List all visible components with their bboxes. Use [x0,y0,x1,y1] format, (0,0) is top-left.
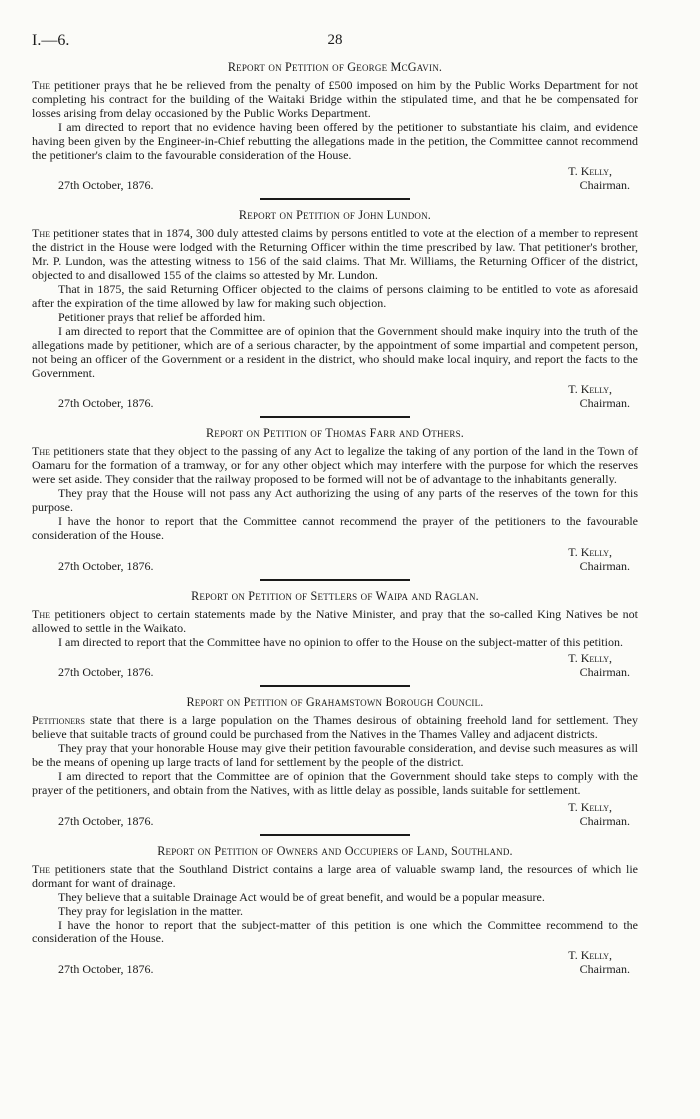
paragraph-text: They pray for legislation in the matter. [58,903,243,918]
report-paragraph [32,919,638,947]
report-paragraph [32,311,638,325]
report-paragraph [32,325,638,381]
paragraph-lead-word: The [32,444,50,459]
chairman-title: Chairman. [579,558,630,573]
report-date: 27th October, 1876. [58,962,154,977]
report-date: 27th October, 1876. [58,396,154,411]
petitioner-name: Grahamstown Borough Council. [305,695,484,710]
paragraph-text: They believe that a suitable Drainage Act would be of great benefit, and would be a popular measure. [58,889,545,904]
report-paragraph [32,636,638,650]
report-title [32,695,638,710]
paragraph-text: They pray that the House will not pass any Act authorizing the using of any parts of the reserves of the town for this purpose. [32,486,638,515]
report-date: 27th October, 1876. [58,178,154,193]
petitioner-name: Thomas Farr and Others. [325,426,465,441]
chairman-name: T. Kelly, [568,382,612,397]
paragraph-lead-word: The [32,606,50,621]
petitioner-name: Owners and Occupiers of Land, Southland. [276,843,513,858]
report-paragraph [32,445,638,487]
chairman-name: T. Kelly, [568,651,612,666]
section-divider [260,198,410,200]
paragraph-lead-word: The [32,226,50,241]
petition-report [32,695,638,835]
petition-report [32,60,638,200]
signature-block [32,382,638,410]
report-title-prefix: Report on Petition of [157,843,274,858]
chairman-name: T. Kelly, [568,544,612,559]
section-divider [260,834,410,836]
report-title [32,60,638,75]
signature-block [32,651,638,679]
signature-block [32,800,638,828]
paragraph-text: petitioner prays that he be relieved from the penalty of £500 imposed on him by the Public Works Department for not completing his contract for the building of the Waitaki Bridge within the stipulated time, and that he be compensated for losses arising from delay occasioned by the Public Works Department. [32,78,638,120]
reports-container [32,60,638,976]
report-paragraph [32,863,638,891]
paragraph-text: I am directed to report that the Committee are of opinion that the Government should take steps to comply with the prayer of the petitioners, and obtain from the Natives, with as little delay as possible, lands suitable for settlement. [32,769,638,797]
report-paragraph [32,608,638,636]
report-paragraph [32,487,638,515]
chairman-title: Chairman. [579,396,630,411]
report-title [32,844,638,859]
report-paragraph [32,714,638,742]
paragraph-text: I am directed to report that no evidence having been offered by the petitioner to substantiate his claim, and evidence having been given by the Engineer-in-Chief rebutting the allegations made in the petition, the Committee cannot recommend the petitioner's claim to the favourable consideration of the House. [32,119,638,162]
paragraph-lead-word: The [32,78,50,92]
report-title-prefix: Report on Petition of [205,426,323,441]
chairman-title: Chairman. [579,962,630,977]
chairman-name: T. Kelly, [568,799,612,814]
paragraph-text: I am directed to report that the Committee have no opinion to offer to the House on the subject-matter of this petition. [58,634,623,649]
report-title-prefix: Report on Petition of [186,695,303,710]
report-title [32,589,638,604]
section-divider [260,685,410,687]
paragraph-text: petitioners object to certain statements made by the Native Minister, and pray that the so-called King Natives be not allowed to settle in the Waikato. [32,606,638,635]
petition-report [32,208,638,418]
report-date: 27th October, 1876. [58,665,154,680]
report-paragraph [32,283,638,311]
paragraph-lead-word: The [32,861,50,876]
signature-block [32,164,638,192]
signature-block [32,948,638,976]
paragraph-text: petitioner states that in 1874, 300 duly attested claims by persons entitled to vote at the election of a member to represent the district in the House were lodged with the Returning Officer within the time prescribed by law. That petitioner's brother, Mr. P. Lundon, was the attesting witness to 156 of the said claims. That Mr. Williams, the Returning Officer of the district, objected to and disallowed 155 of the claims so attested by Mr. Lundon. [32,226,638,283]
report-title [32,208,638,223]
report-date: 27th October, 1876. [58,558,154,573]
report-paragraph [32,515,638,543]
report-paragraph [32,742,638,770]
paragraph-text: petitioners state that the Southland District contains a large area of valuable swamp land, the resources of which lie dormant for want of drainage. [32,861,638,890]
report-paragraph [32,121,638,163]
report-title-prefix: Report on Petition of [191,588,308,603]
chairman-title: Chairman. [579,178,630,193]
paragraph-text: I have the honor to report that the Committee cannot recommend the prayer of the petitioners to the favourable consideration of the House. [32,513,638,542]
report-paragraph [32,227,638,283]
chairman-name: T. Kelly, [568,164,612,179]
report-paragraph [32,79,638,121]
report-title-prefix: Report on Petition of [227,60,345,74]
paragraph-text: I am directed to report that the Committee are of opinion that the Government should make inquiry into the truth of the allegations made by petitioner, which are of a serious character, by the appointment of some impartial and competent person, not being an officer of the Government or a resident in the district, who should make local inquiry, and report the facts to the Government. [32,323,638,380]
chairman-name: T. Kelly, [568,948,612,963]
report-paragraph [32,770,638,798]
petitioner-name: John Lundon. [358,208,432,223]
paragraph-text: I have the honor to report that the subject-matter of this petition is one which the Committee recommend to the consideration of the House. [32,917,638,946]
paragraph-text: state that there is a large population on the Thames desirous of obtaining freehold land for settlement. They believe that suitable tracts of ground could be purchased from the Natives in the Thames Valley and adjacent districts. [32,713,638,742]
section-divider [260,579,410,581]
report-date: 27th October, 1876. [58,813,154,828]
petition-report [32,589,638,688]
page-header [32,30,638,52]
signature-block [32,545,638,573]
chairman-title: Chairman. [579,665,630,680]
report-title-prefix: Report on Petition of [238,208,356,223]
paragraph-lead-word: Petitioners [32,713,85,728]
document-reference: I.—6. [32,32,70,49]
paragraph-text: petitioners state that they object to the passing of any Act to legalize the taking of any portion of the land in the Town of Oamaru for the formation of a tramway, or for any other object which may interfere with the purpose for which the reserves were set aside. They consider that the railway proposed to be formed will not be of advantage to the inhabitants generally. [32,444,638,487]
page-number: 28 [327,32,343,48]
petition-report [32,844,638,976]
paragraph-text: They pray that your honorable House may give their petition favourable consideration, and devise such measures as will be the means of opening up large tracts of land for settlement by the people of the district. [32,741,638,770]
petitioner-name: George McGavin. [347,60,443,74]
report-title [32,426,638,441]
paragraph-text: Petitioner prays that relief be afforded him. [58,309,266,324]
petition-report [32,426,638,580]
section-divider [260,416,410,418]
chairman-title: Chairman. [579,813,630,828]
paragraph-text: That in 1875, the said Returning Officer objected to the claims of persons claiming to be entitled to vote as aforesaid after the expiration of the time allowed by law for making such objection. [32,282,638,310]
report-paragraph [32,891,638,905]
report-paragraph [32,905,638,919]
petitioner-name: Settlers of Waipa and Raglan. [310,588,479,603]
